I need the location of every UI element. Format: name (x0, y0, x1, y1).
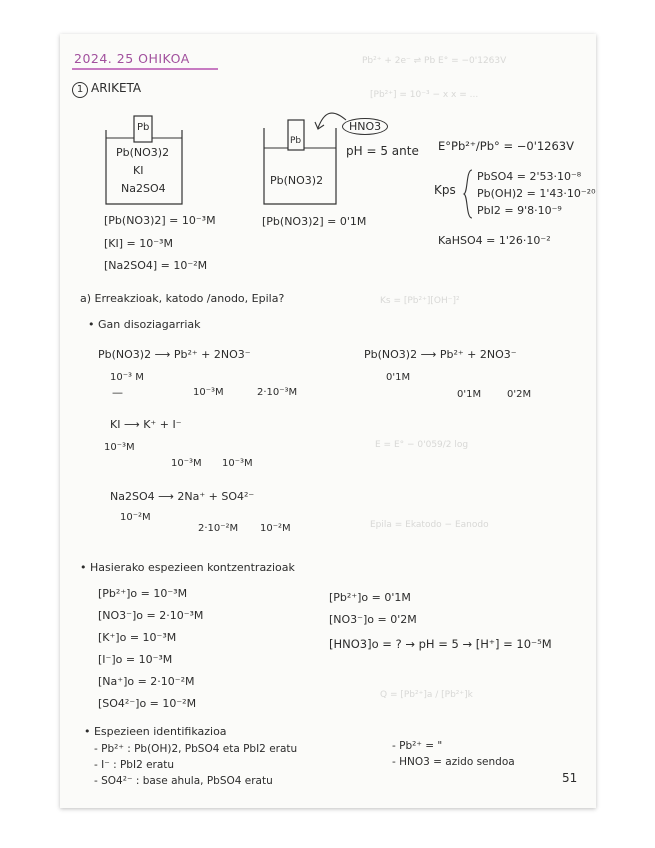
d1-electrode: Pb (137, 122, 150, 133)
initial-pb-2: [Pb²⁺]o = 0'1M (329, 591, 411, 604)
ident-pb-2: - Pb²⁺ = " (392, 740, 443, 752)
ident-hno3: - HNO3 = azido sendoa (392, 756, 515, 768)
initial-so4: [SO4²⁻]o = 10⁻²M (98, 697, 197, 710)
initial-no3-2: [NO3⁻]o = 0'2M (329, 613, 417, 626)
exercise-number: 1 (72, 82, 88, 98)
diss1-dash: — (112, 386, 123, 399)
initial-pb: [Pb²⁺]o = 10⁻³M (98, 587, 188, 600)
d2-line1: Pb(NO3)2 (270, 174, 324, 187)
d1-line3: Na2SO4 (121, 182, 166, 195)
beaker-diagram-2 (258, 110, 348, 208)
ident-pb: - Pb²⁺ : Pb(OH)2, PbSO4 eta PbI2 eratu (94, 743, 298, 755)
question-a: a) Erreakzioak, katodo /anodo, Epila? (80, 292, 285, 305)
diss4-eq: Na2SO4 ⟶ 2Na⁺ + SO4²⁻ (110, 490, 255, 503)
kps-pboh2: Pb(OH)2 = 1'43·10⁻²⁰ (477, 187, 596, 200)
page-title: 2024. 25 OHIKOA (74, 51, 190, 66)
diss4-final1: 2·10⁻²M (198, 523, 239, 534)
kps-pbso4: PbSO4 = 2'53·10⁻⁸ (477, 170, 582, 183)
bleed-through-3: Ks = [Pb²⁺][OH⁻]² (380, 296, 460, 306)
bleed-through-1: Pb²⁺ + 2e⁻ ⇌ Pb E° = −0'1263V (362, 56, 507, 66)
page-number: 51 (562, 771, 578, 785)
bullet-species-id: • Espezieen identifikazioa (84, 725, 227, 738)
bleed-through-6: Q = [Pb²⁺]a / [Pb²⁺]k (380, 690, 473, 700)
initial-i: [I⁻]o = 10⁻³M (98, 653, 173, 666)
conc-ki: [KI] = 10⁻³M (104, 237, 173, 250)
d2-electrode: Pb (290, 136, 302, 146)
conc-pbno3: [Pb(NO3)2] = 10⁻³M (104, 214, 216, 227)
bleed-through-5: Epila = Ekatodo − Eanodo (370, 520, 489, 530)
conc-pbno3-2: [Pb(NO3)2] = 0'1M (262, 215, 367, 228)
ident-so4: - SO4²⁻ : base ahula, PbSO4 eratu (94, 775, 273, 787)
diss3-final2: 10⁻³M (222, 458, 253, 469)
diss4-final2: 10⁻²M (260, 523, 291, 534)
bleed-through-4: E = E° − 0'059/2 log (375, 440, 469, 450)
initial-na: [Na⁺]o = 2·10⁻²M (98, 675, 195, 688)
diss1-final1: 10⁻³M (193, 387, 224, 398)
initial-no3: [NO3⁻]o = 2·10⁻³M (98, 609, 204, 622)
bleed-through-2: [Pb²⁺] = 10⁻³ − x x = ... (370, 90, 479, 100)
ka-hso4: KaHSO4 = 1'26·10⁻² (438, 234, 551, 247)
diss3-eq: KI ⟶ K⁺ + I⁻ (110, 418, 182, 431)
diss4-init: 10⁻²M (120, 512, 151, 523)
diss1-final2: 2·10⁻³M (257, 387, 298, 398)
diss2-init: 0'1M (386, 372, 411, 383)
d1-line2: KI (133, 164, 144, 177)
hno3-bubble: HNO3 (342, 118, 388, 135)
initial-k: [K⁺]o = 10⁻³M (98, 631, 177, 644)
diss1-eq: Pb(NO3)2 ⟶ Pb²⁺ + 2NO3⁻ (98, 348, 251, 361)
diss3-init: 10⁻³M (104, 442, 135, 453)
diss2-final2: 0'2M (507, 389, 532, 400)
bullet-dissociation: • Gan disoziagarriak (88, 318, 201, 331)
diss3-final1: 10⁻³M (171, 458, 202, 469)
standard-potential: E°Pb²⁺/Pb° = −0'1263V (438, 139, 574, 153)
exercise-label: ARIKETA (91, 81, 142, 95)
d1-line1: Pb(NO3)2 (116, 146, 170, 159)
kps-brace (462, 168, 474, 220)
diss2-final1: 0'1M (457, 389, 482, 400)
diss2-eq: Pb(NO3)2 ⟶ Pb²⁺ + 2NO3⁻ (364, 348, 517, 361)
ph-condition: pH = 5 ante (346, 144, 419, 158)
exercise-heading (72, 82, 141, 98)
kps-pbi2: PbI2 = 9'8·10⁻⁹ (477, 204, 562, 217)
conc-na2so4: [Na2SO4] = 10⁻²M (104, 259, 208, 272)
ident-i: - I⁻ : PbI2 eratu (94, 759, 175, 771)
kps-label: Kps (434, 183, 456, 197)
title-underline (72, 68, 218, 70)
initial-hno3: [HNO3]o = ? → pH = 5 → [H⁺] = 10⁻⁵M (329, 637, 552, 651)
bullet-initial-conc: • Hasierako espezieen kontzentrazioak (80, 561, 295, 574)
diss1-init: 10⁻³ M (110, 372, 144, 383)
